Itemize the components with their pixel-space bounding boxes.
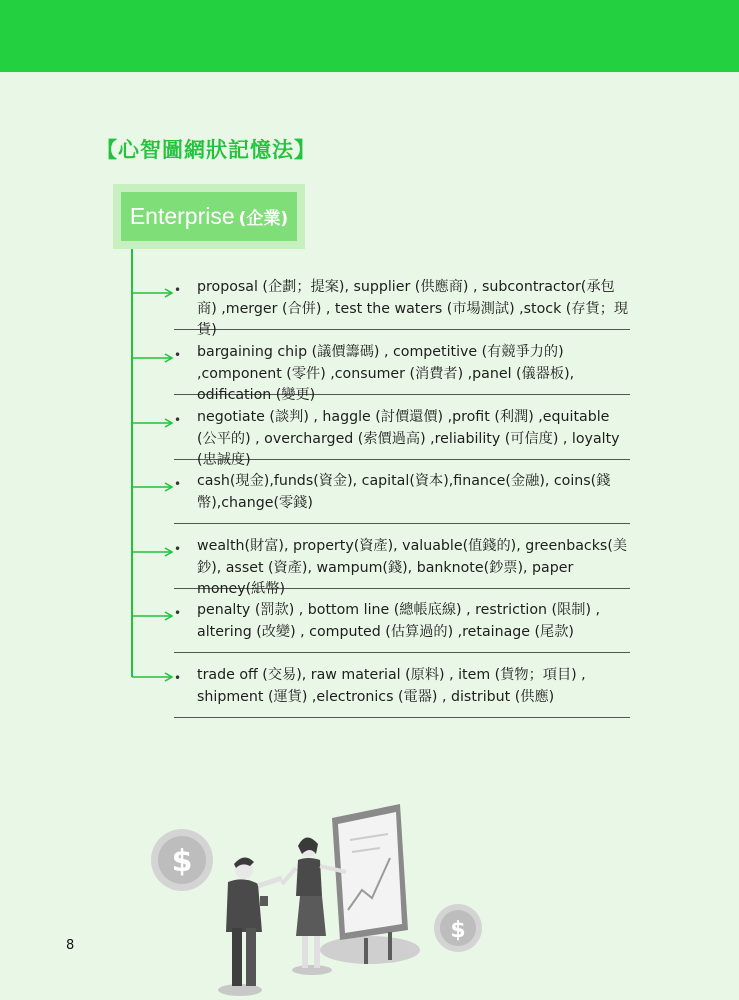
branch-text: proposal (企劃；提案), supplier (供應商) , subcontractor(承包商) ,merger (合併) , test the waters (市場測試) ,stock (存貨；現貨) (197, 279, 629, 338)
dollar-coin-icon (151, 829, 213, 891)
branch-text: negotiate (談判) , haggle (討價還價) ,profit (利潤) ,equitable (公平的) , overcharged (索價過高) ,reliability (可信度) , loyalty (忠誠度) (197, 409, 620, 468)
man-figure (218, 857, 282, 996)
bullet: • (174, 477, 182, 491)
root-english: Enterprise (129, 203, 235, 229)
branch-arrow-icon (132, 611, 174, 621)
bullet: • (174, 671, 182, 685)
page-number: 8 (66, 938, 75, 953)
bullet: • (174, 283, 182, 297)
branch-text: cash(現金),funds(資金), capital(資本),finance(金融), coins(錢幣),change(零錢) (197, 473, 611, 511)
branch-text: bargaining chip (議價籌碼) , competitive (有競爭力的) ,component (零件) ,consumer (消費者) ,panel (儀器板), odification (變更) (197, 344, 575, 403)
branch-text: wealth(財富), property(資產), valuable(值錢的), greenbacks(美鈔), asset (資產), wampum(錢), banknote(鈔票), paper money(紙幣) (197, 538, 628, 597)
header-bar (0, 0, 739, 72)
branch-item (174, 598, 630, 653)
branch-arrow-icon (132, 418, 174, 428)
svg-text:$: $ (171, 844, 193, 879)
branch-item (174, 663, 630, 718)
root-chinese: (企業) (238, 209, 289, 229)
branch-arrow-icon (132, 353, 174, 363)
branch-arrow-icon (132, 482, 174, 492)
branch-item (174, 534, 630, 597)
branch-item (174, 340, 630, 403)
bullet: • (174, 542, 182, 556)
business-illustration (140, 800, 500, 1000)
branch-item (174, 405, 630, 468)
svg-text:$: $ (450, 918, 466, 943)
branch-item (174, 469, 630, 524)
dollar-coin-icon (434, 904, 482, 952)
bullet: • (174, 606, 182, 620)
mind-map-root (113, 184, 305, 249)
section-title: 【心智圖網狀記憶法】 (96, 138, 316, 162)
branch-arrow-icon (132, 672, 174, 682)
branch-text: penalty (罰款) , bottom line (總帳底線) , restriction (限制) , altering (改變) , computed (估算過的) ,retainage (尾款) (197, 602, 601, 640)
bullet: • (174, 348, 182, 362)
branch-arrow-icon (132, 547, 174, 557)
root-label (121, 192, 297, 241)
branch-arrow-icon (132, 288, 174, 298)
branch-text: trade off (交易), raw material (原料) , item (貨物；項目) , shipment (運貨) ,electronics (電器) , distribut (供應) (197, 667, 586, 705)
branch-item (174, 275, 630, 338)
bullet: • (174, 413, 182, 427)
